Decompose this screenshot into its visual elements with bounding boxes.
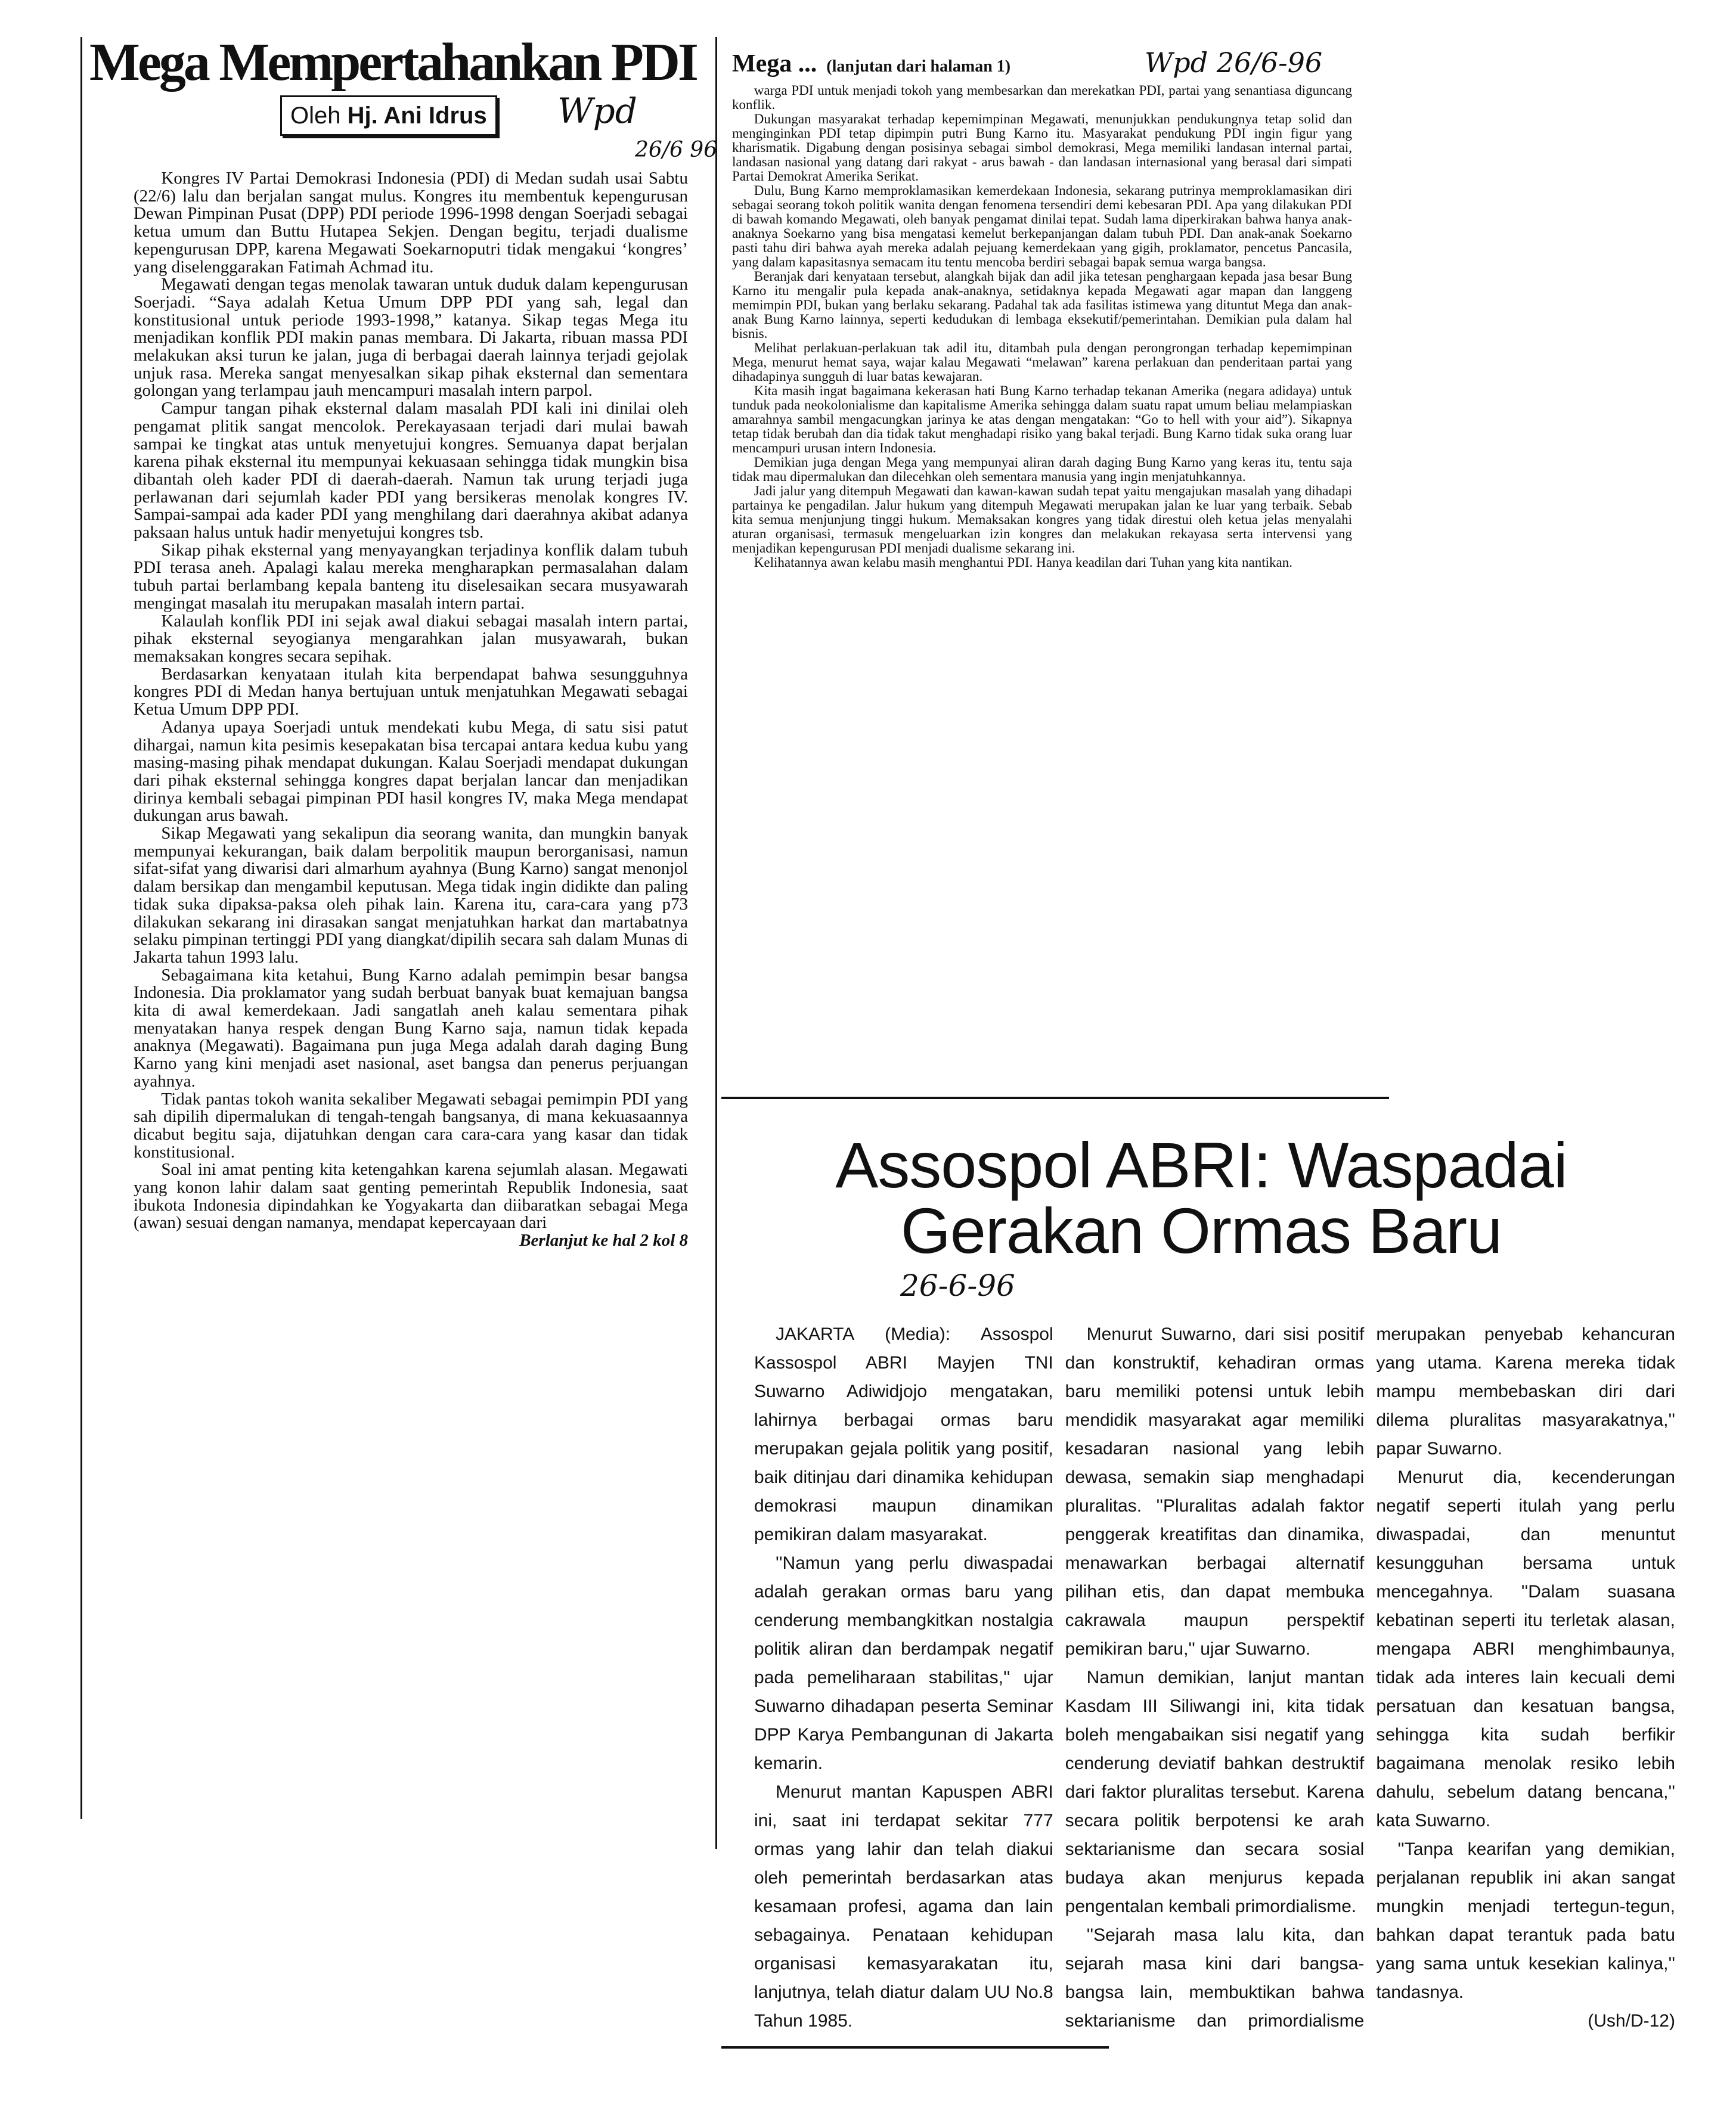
article2 bbox=[754, 1320, 1675, 2049]
paragraph: Soal ini amat penting kita ketengahkan karena sejumlah alasan. Megawati yang konon lahir dalam saat genting pemerintah Republik Indonesia, saat ibukota Indonesia dipindahkan ke Yogyakarta dan diibaratkan sebagai Mega (awan) sesuai dengan namanya, mendapat kepercayaan dari bbox=[134, 1160, 688, 1233]
handwritten-date-note: 26-6-96 bbox=[900, 1268, 1015, 1303]
left-border-rule bbox=[80, 37, 82, 1819]
paragraph: Kalaulah konflik PDI ini sejak awal diakui sebagai masalah intern partai, pihak eksternal seyogianya mengarahkan jalan musyawarah, bukan memaksakan kongres secara sepihak. bbox=[134, 611, 688, 666]
paragraph: Dulu, Bung Karno memproklamasikan kemerdekaan Indonesia, sekarang putrinya memproklamasikan diri sebagai seorang tokoh politik wanita dengan fenomena tersendiri demi kebesaran PDI. Apa yang dilakukan PDI di bawah komando Megawati, oleh banyak pengamat dinilai tepat. Sudah lama diperkirakan bahwa hanya anak-anaknya Soekarno yang bisa mengatasi kemelut berkepanjangan dalam tubuh PDI. Dan anak-anak Soekarno pasti tahu diri bahwa ayah mereka adalah pejuang kemerdekaan yang gigih, proklamator, pencetus Pancasila, yang dalam kapasitasnya semacam itu tentu mencoba berdiri sebagai bapak semua warga bangsa. bbox=[732, 183, 1352, 269]
paragraph: Kongres IV Partai Demokrasi Indonesia (PDI) di Medan sudah usai Sabtu (22/6) lalu dan berjalan sangat mulus. Kongres itu membentuk kepengurusan Dewan Pimpinan Pusat (DPP) PDI periode 1996-1998 dengan Soerjadi sebagai ketua umum dan Buttu Hutapea Sekjen. Dengan begitu, terjadi dualisme kepengurusan DPP, karena Megawati Soekarnoputri tidak mengakui ‘kongres’ yang diselenggarakan Fatimah Achmad itu. bbox=[134, 169, 688, 277]
paragraph: Berdasarkan kenyataan itulah kita berpendapat bahwa sesungguhnya kongres PDI di Medan hanya bertujuan untuk menjatuhkan Megawati sebagai Ketua Umum DPP PDI. bbox=[134, 664, 688, 719]
author-credit: (Ush/D-12) bbox=[1588, 2011, 1675, 2031]
byline-box bbox=[280, 95, 497, 136]
paragraph: ''Sejarah masa lalu kita, dan sejarah masa kini dari bangsa-bangsa lain, membuktikan bahwa sektarianisme dan primordialisme merupakan penyebab kehancuran yang utama. Karena mereka tidak mampu membebaskan diri dari dilema pluralitas masyarakatnya,'' papar Suwarno. bbox=[1065, 1324, 1675, 2031]
article-body bbox=[134, 170, 688, 1250]
paragraph: Sikap pihak eksternal yang menyayangkan terjadinya konflik dalam tubuh PDI terasa aneh. Apalagi kalau mereka mengharapkan permasalahan dalam tubuh partai berlambang kepala banteng itu diselesaikan secara musyawarah mengingat masalah itu merupakan masalah intern partai. bbox=[134, 540, 688, 613]
column-divider-rule bbox=[715, 37, 717, 1849]
paragraph: Melihat perlakuan-perlakuan tak adil itu, ditambah pula dengan perongrongan terhadap kepemimpinan Mega, menurut hemat saya, wajar kalau Megawati “melawan” karena perlakuan dan penderitaan partai yang dihadapinya sungguh di luar batas kewajaran. bbox=[732, 340, 1352, 384]
paragraph: Megawati dengan tegas menolak tawaran untuk duduk dalam kepengurusan Soerjadi. “Saya adalah Ketua Umum DPP PDI yang sah, legal dan konstitusional untuk periode 1993-1998,” katanya. Sikap tegas Mega itu menjadikan konflik PDI makin panas membara. Di Jakarta, ribuan massa PDI melakukan aksi turun ke jalan, juga di berbagai daerah lainnya terjadi gejolak unjuk rasa. Mereka sangat menyesalkan sikap pihak eksternal dan sementara golongan yang terlampau jauh mencampuri masalah intern parpol. bbox=[134, 275, 688, 401]
continued-notice: Berlanjut ke hal 2 kol 8 bbox=[519, 1231, 688, 1251]
paragraph: Beranjak dari kenyataan tersebut, alangkah bijak dan adil jika tetesan penghargaan kepada jasa besar Bung Karno itu mengalir pula kepada anak-anaknya, setidaknya kepada Megawati agar mapan dan langgeng memimpin PDI, bukan yang berlaku sekarang. Padahal tak ada fasilitas istimewa yang dituntut Mega dan anak-anak Bung Karno lainnya, seperti kedudukan di lembaga eksekutif/pemerintahan. Demikian pula dalam hal bisnis. bbox=[732, 269, 1352, 341]
paragraph: ''Namun yang perlu diwaspadai adalah gerakan ormas baru yang cenderung membangkitkan nostalgia politik aliran dan berdampak negatif pada pemeliharaan stabilitas,'' ujar Suwarno dihadapan peserta Seminar DPP Karya Pembangunan di Jakarta kemarin. bbox=[754, 1553, 1053, 1773]
paragraph: Kita masih ingat bagaimana kekerasan hati Bung Karno terhadap tekanan Amerika (negara adidaya) untuk tunduk pada neokolonialisme dan kapitalisme Amerika sehingga dalam suatu rapat umum beliau melampiaskan amarahnya sambil mengacungkan jarinya ke atas dengan mengatakan: “Go to hell with your aid”). Sikapnya tetap tidak berubah dan dia tidak takut menghadapi risiko yang bakal terjadi. Bung Karno tidak suka orang luar mencampuri urusan intern Indonesia. bbox=[732, 383, 1352, 455]
paragraph: JAKARTA (Media): Assospol Kassospol ABRI Mayjen TNI Suwarno Adiwidjojo mengatakan, lahirnya berbagai ormas baru merupakan gejala politik yang positif, baik ditinjau dari dinamika kehidupan demokrasi maupun dinamikan pemikiran dalam masyarakat. bbox=[754, 1324, 1053, 1544]
continuation-header bbox=[732, 50, 1010, 83]
paragraph: Sebagaimana kita ketahui, Bung Karno adalah pemimpin besar bangsa Indonesia. Dia proklamator yang sudah berbuat banyak buat kemajuan bangsa kita di awal kemerdekaan. Jadi sangatlah aneh kalau sementara pihak menyatakan hanya respek dengan Bung Karno saja, namun tidak kepada anaknya (Megawati). Bagaimana pun juga Mega adalah darah daging Bung Karno yang kini menjadi aset nasional, aset bangsa dan penerus perjuangan ayahnya. bbox=[134, 965, 688, 1091]
paragraph: Kelihatannya awan kelabu masih menghantui PDI. Hanya keadilan dari Tuhan yang kita nantikan. bbox=[754, 555, 1292, 570]
handwritten-date-note: Wpd 26/6-96 bbox=[1145, 46, 1323, 79]
paragraph: Menurut mantan Kapuspen ABRI ini, saat ini terdapat sekitar 777 ormas yang lahir dan telah diakui oleh pemerintah berdasarkan atas kesamaan profesi, agama dan lain sebagainya. Penataan kehidupan organisasi kemasyarakatan itu, lanjutnya, telah diatur dalam UU No.8 Tahun 1985. bbox=[754, 1782, 1053, 2031]
paragraph: ''Tanpa kearifan yang demikian, perjalanan republik ini akan sangat mungkin menjadi tertegun-tegun, bahkan dapat terantuk pada batu yang sama untuk kesekian kalinya,'' tandasnya. bbox=[1376, 1839, 1675, 2002]
paragraph: Tidak pantas tokoh wanita sekaliber Megawati sebagai pemimpin PDI yang sah dipilih dipermalukan di tengah-tengah bangsanya, di mana kekuasaannya dicabut begitu saja, dijatuhkan dengan cara cara-cara yang kasar dan tidak konstitusional. bbox=[134, 1089, 688, 1162]
continuation-title: Mega ... bbox=[732, 50, 817, 77]
paragraph: Demikian juga dengan Mega yang mempunyai aliran darah daging Bung Karno yang keras itu, tentu saja tidak mau dipermalukan dan dilecehkan oleh sementara manusia yang ingin menjatuhkannya. bbox=[732, 455, 1352, 484]
article2-headline-line1: Assospol ABRI: Waspadai bbox=[835, 1129, 1567, 1201]
handwritten-archive-code: Wpd bbox=[557, 91, 637, 131]
paragraph: Sikap Megawati yang sekalipun dia seorang wanita, dan mungkin banyak mempunyai kekurangan, baik dalam berpolitik maupun berorganisasi, namun sifat-sifat yang diwarisi dari almarhum ayahnya (Bung Karno) sangat menonjol dalam bersikap dan mengambil keputusan. Mega tidak ingin didikte dan paling tidak suka dipaksa-paksa oleh pihak lain. Karena itu, cara-cara yang p73 dilakukan sekarang ini dirasakan sangat menjatuhkan harkat dan martabatnya selaku pimpinan tertinggi PDI yang diangkat/dipilih secara sah dalam Munas di Jakarta tahun 1993 lalu. bbox=[134, 824, 688, 967]
paragraph: Adanya upaya Soerjadi untuk mendekati kubu Mega, di satu sisi patut dihargai, namun kita pesimis kesepakatan bisa tercapai antara kedua kubu yang masing-masing pihak mendapat dukungan. Kalau Soerjadi mendapat dukungan dari pihak eksternal sehingga kongres dapat berjalan lancar dan menjadikan dirinya kembali sebagai pimpinan PDI hasil kongres IV, maka Mega mendapat dukungan arus bawah. bbox=[134, 717, 688, 826]
continuation-body bbox=[732, 83, 1352, 570]
continuation-subtitle: (lanjutan dari halaman 1) bbox=[826, 57, 1011, 76]
handwritten-date: 26/6 96 bbox=[635, 138, 718, 162]
paragraph: Campur tangan pihak eksternal dalam masalah PDI kali ini dinilai oleh pengamat plitik sangat mencolok. Perekayasaan terjadi dari mulai bawah sampai ke tingkat atas untuk menyetujui kongres. Semuanya dapat berjalan karena pihak eksternal itu mempunyai kekuasaan sehingga tidak mungkin bisa dibantah oleh kader PDI di daerah-daerah. Namun tak urung terjadi juga perlawanan dari sejumlah kader PDI yang bersikeras menolak kongres IV. Sampai-sampai ada kader PDI yang menghilang dari daerahnya akibat adanya paksaan halus untuk hadir menyetujui kongres tsb. bbox=[134, 399, 688, 542]
article-headline: Mega Mempertahankan PDI bbox=[89, 33, 696, 92]
paragraph: warga PDI untuk menjadi tokoh yang membesarkan dan merekatkan PDI, partai yang senantiasa diguncang konflik. bbox=[732, 83, 1352, 112]
byline-author: Hj. Ani Idrus bbox=[347, 103, 487, 129]
article-end-rule bbox=[721, 2046, 1109, 2049]
article2-headline-line2: Gerakan Ormas Baru bbox=[900, 1194, 1502, 1267]
continuation-end-rule bbox=[721, 1097, 1389, 1099]
paragraph: Namun demikian, lanjut mantan Kasdam III Siliwangi ini, kita tidak boleh mengabaikan sisi negatif yang cenderung deviatif bahkan destruktif dari faktor pluralitas tersebut. Karena secara politik berpotensi ke arah sektarianisme dan secara sosial budaya akan menjurus kepada pengentalan kembali primordialisme. bbox=[1065, 1668, 1365, 1916]
paragraph: Menurut dia, kecenderungan negatif seperti itulah yang perlu diwaspadai, dan menuntut kesungguhan bersama untuk mencegahnya. ''Dalam suasana kebatinan seperti itu terletak alasan, mengapa ABRI menghimbaunya, tidak ada interes lain kecuali demi persatuan dan kesatuan bangsa, sehingga kita sudah berfikir bagaimana menolak resiko lebih dahulu, sebelum datang bencana,'' kata Suwarno. bbox=[1376, 1467, 1675, 1830]
paragraph: Dukungan masyarakat terhadap kepemimpinan Megawati, menunjukkan pendukungnya tetap solid dan menginginkan PDI tetap dipimpin putri Bung Karno itu. Masyarakat pendukung PDI ingin figur yang kharismatik. Digabung dengan posisinya sebagai simbol demokrasi, Mega memiliki landasan internal partai, landasan nasional yang datang dari rakyat - arus bawah - dan landasan internasional yang berasal dari simpati Partai Demokrat Amerika Serikat. bbox=[732, 111, 1352, 184]
paragraph: Menurut Suwarno, dari sisi positif dan konstruktif, kehadiran ormas baru memiliki potensi untuk lebih mendidik masyarakat agar memiliki kesadaran nasional yang lebih dewasa, semakin siap menghadapi pluralitas. ''Pluralitas adalah faktor penggerak kreatifitas dan dinamika, menawarkan berbagai alternatif pilihan etis, dan dapat membuka cakrawala maupun perspektif pemikiran baru,'' ujar Suwarno. bbox=[1065, 1324, 1365, 1659]
paragraph: Jadi jalur yang ditempuh Megawati dan kawan-kawan sudah tepat yaitu mengajukan masalah yang dihadapi partainya ke pengadilan. Jalur hukum yang ditempuh Megawati merupakan jalan ke luar yang terbaik. Sebab kita semua menjunjung tinggi hukum. Memaksakan kongres yang tidak direstui oleh ketua jelas menyalahi aturan organisasi, termasuk mengeluarkan izin kongres dan melakukan rekayasa serta intervensi yang menjadikan kepengurusan PDI menjadi dualisme sekarang ini. bbox=[732, 483, 1352, 556]
article2-body bbox=[754, 1320, 1675, 2035]
byline-prefix: Oleh bbox=[290, 103, 341, 129]
